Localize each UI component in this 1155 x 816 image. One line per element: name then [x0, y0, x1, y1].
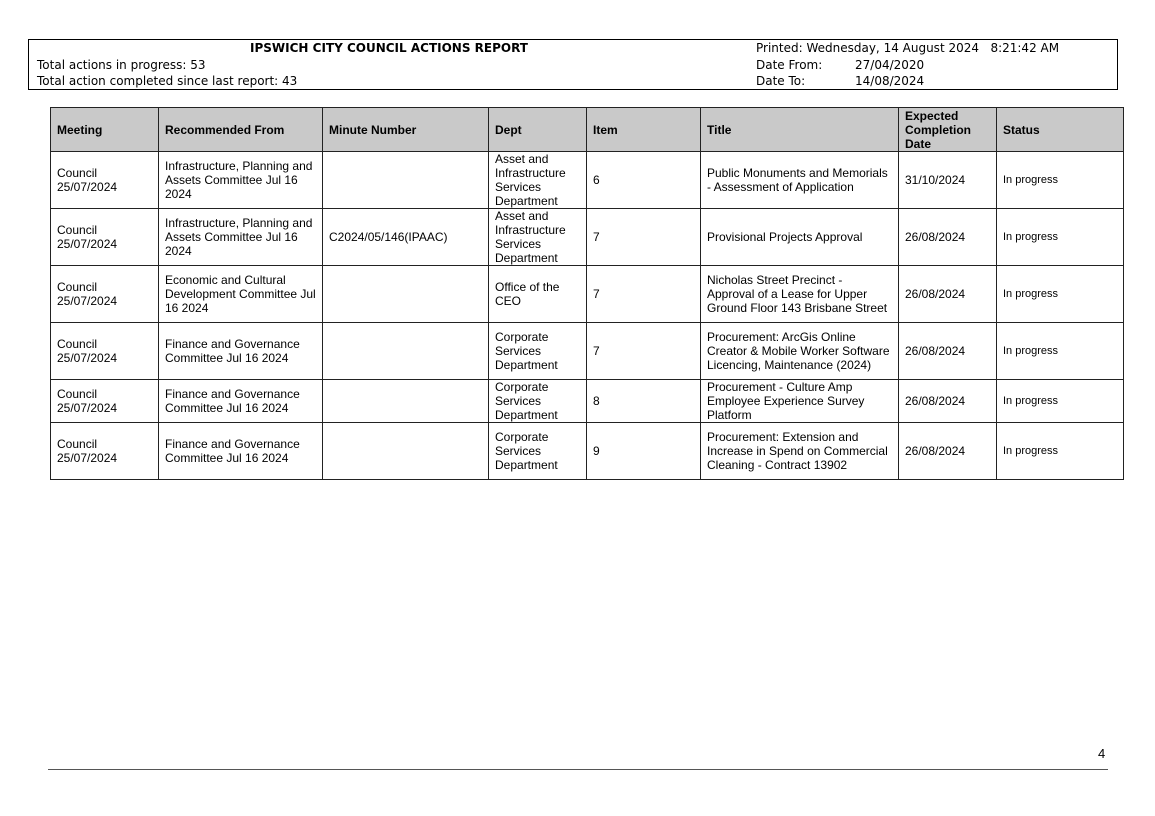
item-cell: 9 — [587, 423, 701, 480]
dept-cell: Asset and Infrastructure Services Department — [489, 209, 587, 266]
table-row — [51, 152, 1124, 209]
table-header-row — [51, 108, 1124, 152]
completion-date-cell: 26/08/2024 — [899, 380, 997, 423]
item-cell: 7 — [587, 323, 701, 380]
minute-number-cell — [323, 423, 489, 480]
minute-number-cell — [323, 380, 489, 423]
item-cell: 8 — [587, 380, 701, 423]
item-cell: 7 — [587, 266, 701, 323]
actions-completed: Total action completed since last report: 43 — [37, 74, 298, 88]
recommended-from-cell: Infrastructure, Planning and Assets Committee Jul 16 2024 — [159, 152, 323, 209]
header-dept: Dept — [489, 108, 587, 152]
status-cell: In progress — [997, 423, 1124, 480]
title-cell: Provisional Projects Approval — [701, 209, 899, 266]
report-title: IPSWICH CITY COUNCIL ACTIONS REPORT — [250, 41, 528, 55]
dept-cell: Asset and Infrastructure Services Department — [489, 152, 587, 209]
page-number: 4 — [1098, 746, 1106, 761]
recommended-from-cell: Finance and Governance Committee Jul 16 2024 — [159, 423, 323, 480]
date-to-value: 14/08/2024 — [855, 74, 925, 88]
completion-date-cell: 26/08/2024 — [899, 266, 997, 323]
status-cell: In progress — [997, 209, 1124, 266]
meeting-cell: Council 25/07/2024 — [51, 152, 159, 209]
minute-number-cell — [323, 152, 489, 209]
table-row — [51, 209, 1124, 266]
recommended-from-cell: Finance and Governance Committee Jul 16 2024 — [159, 323, 323, 380]
status-cell: In progress — [997, 266, 1124, 323]
meeting-cell: Council 25/07/2024 — [51, 266, 159, 323]
table-row — [51, 380, 1124, 423]
recommended-from-cell: Finance and Governance Committee Jul 16 2024 — [159, 380, 323, 423]
meeting-cell: Council 25/07/2024 — [51, 323, 159, 380]
table-row — [51, 423, 1124, 480]
recommended-from-cell: Infrastructure, Planning and Assets Committee Jul 16 2024 — [159, 209, 323, 266]
recommended-from-cell: Economic and Cultural Development Committee Jul 16 2024 — [159, 266, 323, 323]
dept-cell: Office of the CEO — [489, 266, 587, 323]
meeting-cell: Council 25/07/2024 — [51, 423, 159, 480]
date-to-label: Date To: — [756, 74, 806, 88]
date-from-value: 27/04/2020 — [855, 58, 925, 72]
header-minute-number: Minute Number — [323, 108, 489, 152]
header-meeting: Meeting — [51, 108, 159, 152]
header-status: Status — [997, 108, 1124, 152]
dept-cell: Corporate Services Department — [489, 380, 587, 423]
item-cell: 6 — [587, 152, 701, 209]
item-cell: 7 — [587, 209, 701, 266]
dept-cell: Corporate Services Department — [489, 423, 587, 480]
table-row — [51, 266, 1124, 323]
completion-date-cell: 26/08/2024 — [899, 323, 997, 380]
title-cell: Procurement: ArcGis Online Creator & Mobile Worker Software Licencing, Maintenance (2024) — [701, 323, 899, 380]
date-from-label: Date From: — [756, 58, 823, 72]
completion-date-cell: 26/08/2024 — [899, 423, 997, 480]
minute-number-cell — [323, 266, 489, 323]
completion-date-cell: 31/10/2024 — [899, 152, 997, 209]
actions-in-progress: Total actions in progress: 53 — [37, 58, 206, 72]
title-cell: Procurement - Culture Amp Employee Experience Survey Platform — [701, 380, 899, 423]
printed-timestamp: Printed: Wednesday, 14 August 2024 8:21:42 AM — [756, 41, 1060, 55]
header-title: Title — [701, 108, 899, 152]
dept-cell: Corporate Services Department — [489, 323, 587, 380]
completion-date-cell: 26/08/2024 — [899, 209, 997, 266]
title-cell: Procurement: Extension and Increase in Spend on Commercial Cleaning - Contract 13902 — [701, 423, 899, 480]
minute-number-cell: C2024/05/146(IPAAC) — [323, 209, 489, 266]
meeting-cell: Council 25/07/2024 — [51, 380, 159, 423]
status-cell: In progress — [997, 152, 1124, 209]
meeting-cell: Council 25/07/2024 — [51, 209, 159, 266]
header-expected-completion-date: Expected Completion Date — [899, 108, 997, 152]
report-header — [28, 39, 1118, 90]
title-cell: Public Monuments and Memorials - Assessment of Application — [701, 152, 899, 209]
status-cell: In progress — [997, 323, 1124, 380]
table-row — [51, 323, 1124, 380]
header-item: Item — [587, 108, 701, 152]
footer-divider — [48, 769, 1108, 770]
title-cell: Nicholas Street Precinct - Approval of a Lease for Upper Ground Floor 143 Brisbane Street — [701, 266, 899, 323]
status-cell: In progress — [997, 380, 1124, 423]
actions-table — [50, 107, 1124, 480]
minute-number-cell — [323, 323, 489, 380]
header-recommended-from: Recommended From — [159, 108, 323, 152]
